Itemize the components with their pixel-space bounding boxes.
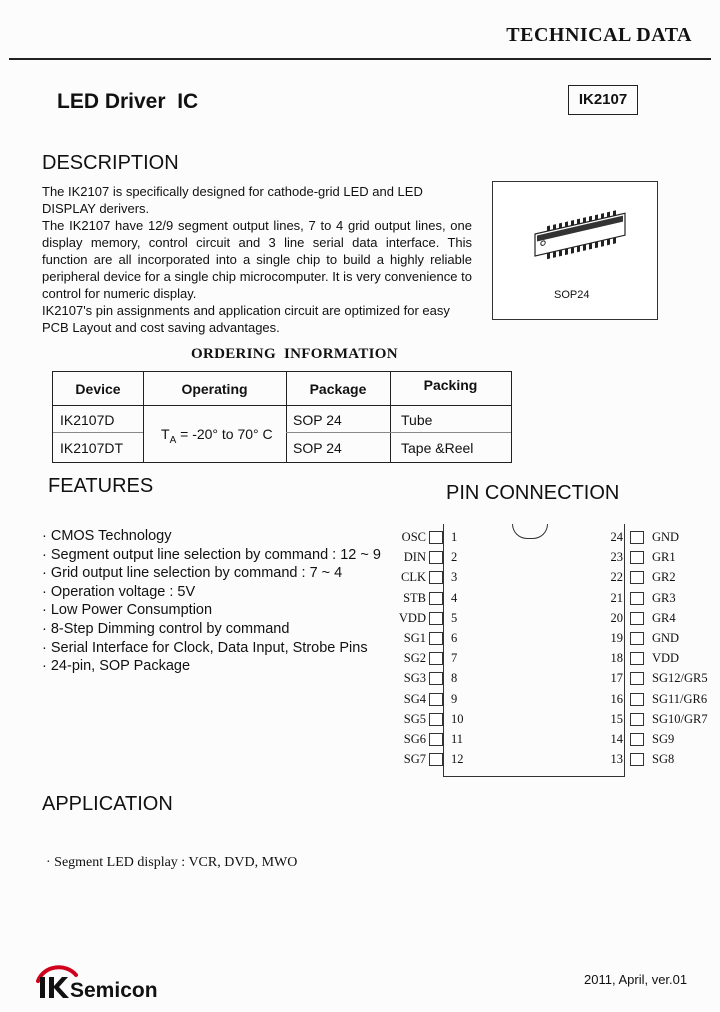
feature-item: · Segment output line selection by command : 12 ~ 9 — [42, 546, 381, 563]
table-cell-package: SOP 24 — [293, 440, 342, 456]
pin-label-right: SG11/GR6 — [652, 691, 708, 706]
pin-label-left: SG3 — [403, 671, 426, 686]
pin-label-left: SG1 — [403, 631, 426, 645]
ordering-table — [52, 371, 512, 463]
pin-box-left — [429, 652, 443, 665]
pin-box-left — [429, 693, 443, 706]
pin-box-left — [429, 531, 443, 544]
pin-number-left: 4 — [451, 590, 458, 605]
application-text: · Segment LED display : VCR, DVD, MWO — [46, 855, 298, 870]
pin-box-left — [429, 551, 443, 564]
pin-number-left: 6 — [451, 631, 458, 645]
pin-label-right: GR1 — [652, 550, 676, 565]
pin-number-left: 2 — [451, 550, 458, 565]
pin-label-left: SG6 — [403, 732, 426, 746]
pin-number-right: 22 — [610, 570, 623, 585]
pin-number-right: 24 — [610, 530, 623, 544]
description-body — [42, 183, 472, 336]
pin-box-right — [630, 632, 644, 645]
pin-connection-heading: PIN CONNECTION — [446, 482, 620, 504]
pin-box-right — [630, 571, 644, 584]
pin-number-right: 16 — [610, 691, 623, 706]
pin-label-right: SG8 — [652, 752, 675, 767]
technical-data-label: TECHNICAL DATA — [506, 24, 692, 46]
pin-label-left: SG5 — [403, 711, 426, 726]
pin-box-left — [429, 672, 443, 685]
pin-label-right: SG10/GR7 — [652, 711, 708, 726]
pin-number-left: 7 — [451, 651, 458, 666]
ordering-title: ORDERING INFORMATION — [191, 346, 398, 362]
pin-label-left: SG7 — [403, 752, 426, 767]
table-header: Device — [75, 381, 121, 397]
feature-list — [42, 527, 381, 676]
pin-box-right — [630, 733, 644, 746]
application-heading: APPLICATION — [42, 793, 173, 815]
pin-number-right: 13 — [610, 752, 623, 767]
pin-number-left: 12 — [451, 752, 464, 767]
company-logo — [36, 963, 192, 1003]
description-paragraph: The IK2107 is specifically designed for cathode-grid LED and LED DISPLAY derivers. — [42, 184, 423, 216]
table-divider — [286, 432, 511, 433]
temperature-symbol: T — [161, 426, 170, 442]
feature-item: · Low Power Consumption — [42, 602, 213, 619]
pin-box-right — [630, 693, 644, 706]
pin-box-left — [429, 753, 443, 766]
chip-outline — [443, 524, 625, 777]
table-header: Operating — [181, 381, 248, 397]
pin-box-right — [630, 652, 644, 665]
pin-number-left: 3 — [451, 570, 458, 585]
pin-number-right: 15 — [610, 711, 623, 726]
pin-number-left: 9 — [451, 691, 458, 706]
product-title: LED Driver IC — [57, 90, 199, 113]
pin-label-left: CLK — [401, 570, 426, 585]
pin-label-right: GND — [652, 631, 680, 645]
pin-label-left: VDD — [398, 610, 426, 625]
pin-box-right — [630, 612, 644, 625]
pin-box-left — [429, 632, 443, 645]
pin-label-left: SG4 — [403, 691, 426, 706]
pin-box-right — [630, 753, 644, 766]
pin-number-right: 18 — [610, 651, 623, 666]
pin-box-right — [630, 592, 644, 605]
description-heading: DESCRIPTION — [42, 152, 179, 174]
feature-item: · Grid output line selection by command : 7 ~ 4 — [42, 565, 343, 582]
pin-label-right: SG12/GR5 — [652, 671, 708, 686]
pin-box-right — [630, 713, 644, 726]
pin-box-left — [429, 592, 443, 605]
feature-item: · 24-pin, SOP Package — [42, 658, 191, 675]
table-cell-device: IK2107D — [60, 412, 115, 428]
pin-label-right: GR2 — [652, 570, 676, 585]
package-caption: SOP24 — [554, 289, 590, 301]
pin-label-right: VDD — [652, 651, 680, 666]
pin-number-left: 11 — [451, 732, 464, 746]
description-paragraph: IK2107's pin assignments and application circuit are optimized for easy PCB Layout and cost saving advantages. — [42, 303, 450, 335]
pin-label-right: GR3 — [652, 590, 676, 605]
iksemicon-logo-icon — [36, 963, 192, 1003]
pin-box-left — [429, 612, 443, 625]
pin-label-right: GND — [652, 530, 680, 544]
pin-box-right — [630, 672, 644, 685]
feature-item: · Serial Interface for Clock, Data Input, Strobe Pins — [42, 639, 368, 656]
pin-number-left: 8 — [451, 671, 458, 686]
svg-text:Semicon: Semicon — [70, 979, 158, 1002]
pin-number-right: 14 — [610, 732, 623, 746]
pin-box-left — [429, 571, 443, 584]
feature-item: · Operation voltage : 5V — [42, 583, 196, 600]
feature-item: · 8-Step Dimming control by command — [42, 620, 290, 637]
pin-box-right — [630, 551, 644, 564]
pin-number-left: 1 — [451, 530, 458, 544]
table-header: Packing — [423, 377, 478, 393]
table-divider — [53, 405, 511, 406]
pin-number-right: 20 — [610, 610, 623, 625]
feature-item: · CMOS Technology — [42, 528, 172, 544]
temperature-subscript: A — [169, 434, 177, 446]
header-divider — [9, 58, 711, 60]
pin-box-left — [429, 713, 443, 726]
description-paragraph: The IK2107 have 12/9 segment output lines, 7 to 4 grid output lines, one display memory, control circuit and 3 line serial data interface. This function are all incorporated into a single chip to build a highly reliable peripheral device for a single chip microcomputer. It is very convenience to control for numeric display. — [42, 218, 472, 301]
pin-label-right: GR4 — [652, 610, 676, 625]
table-cell-device: IK2107DT — [60, 440, 124, 456]
table-cell-package: SOP 24 — [293, 412, 342, 428]
pin-box-right — [630, 531, 644, 544]
part-number-badge: IK2107 — [568, 85, 638, 115]
table-cell-operating — [161, 426, 273, 446]
pin-number-right: 19 — [610, 631, 623, 645]
pin-number-left: 5 — [451, 610, 458, 625]
pin-number-right: 21 — [610, 590, 623, 605]
table-cell-packing: Tape &Reel — [401, 440, 474, 456]
pin-label-left: SG2 — [403, 651, 426, 666]
pin-label-left: STB — [403, 590, 426, 605]
table-cell-packing: Tube — [401, 412, 433, 428]
version-date: 2011, April, ver.01 — [584, 972, 688, 987]
pin-number-right: 23 — [610, 550, 623, 565]
pin-label-right: SG9 — [652, 732, 675, 746]
table-divider — [53, 432, 143, 433]
pin-number-right: 17 — [610, 671, 623, 686]
table-header: Package — [309, 381, 367, 397]
pin-label-left: DIN — [403, 550, 426, 565]
pin-box-left — [429, 733, 443, 746]
pin-number-left: 10 — [451, 711, 464, 726]
features-heading: FEATURES — [48, 475, 154, 497]
temperature-range: = -20° to 70° C — [176, 426, 273, 442]
pin-label-left: OSC — [401, 530, 426, 544]
